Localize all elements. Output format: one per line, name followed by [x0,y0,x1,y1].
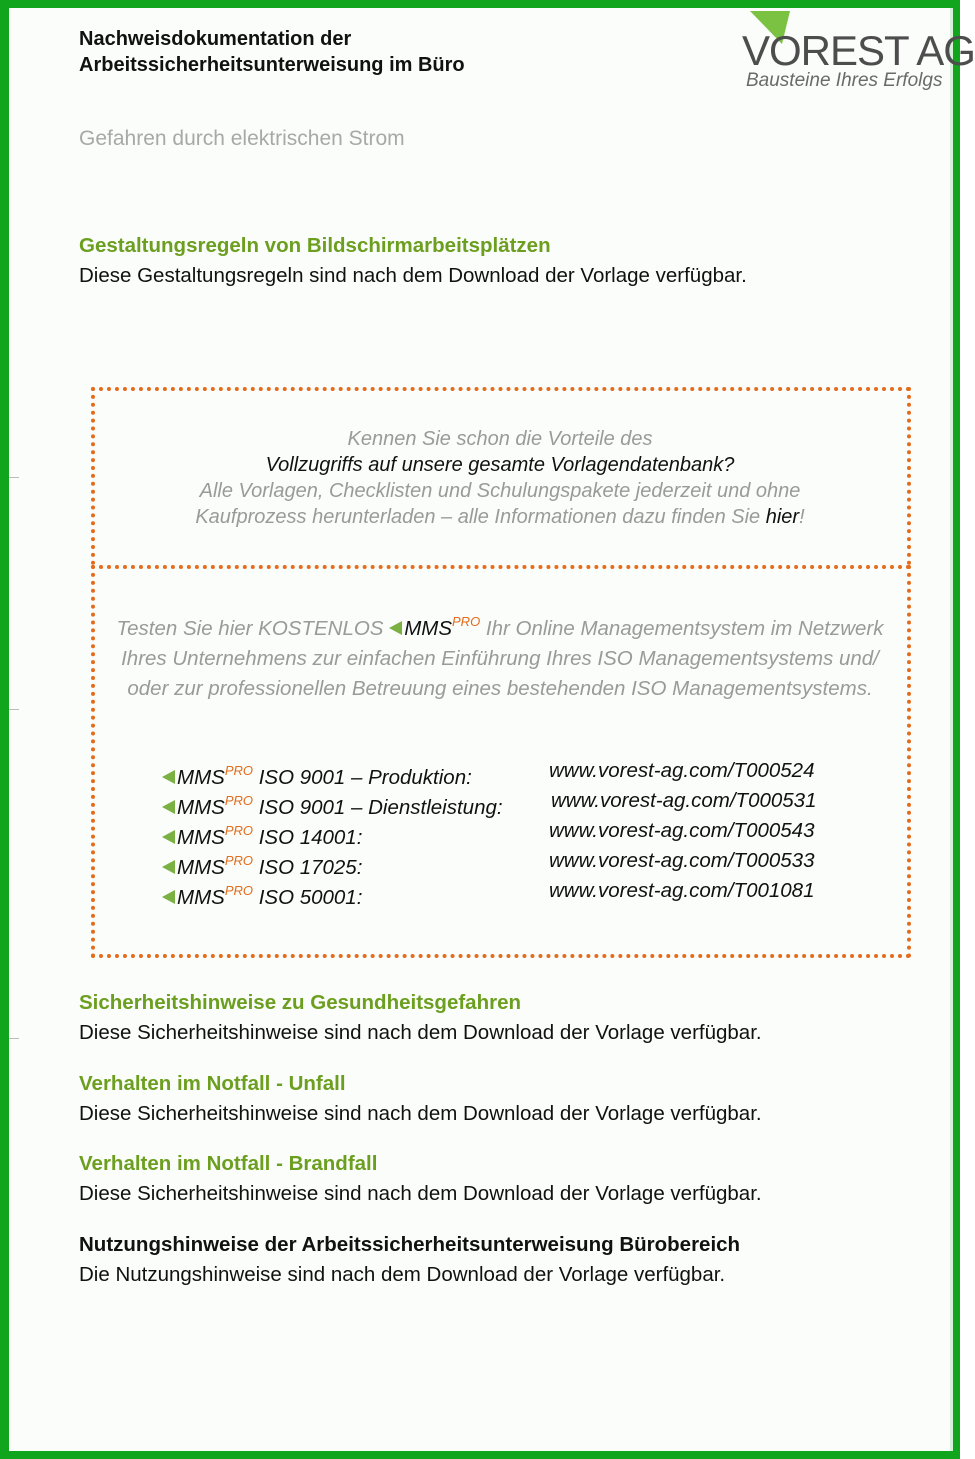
mms-arrow-icon [162,830,175,844]
section-gesundheit [79,990,919,1046]
margin-tick [9,709,19,710]
section-gestaltung [79,233,919,289]
section-heading: Sicherheitshinweise zu Gesundheitsgefahren [79,991,522,1014]
mms-link-label: ISO 9001 – Produktion: [253,766,472,789]
section-unfall [79,1071,919,1127]
document-title [79,26,465,78]
mms-brand: MMS [177,856,225,879]
mms-link-row[interactable] [162,756,862,789]
document-subtitle: Gefahren durch elektrischen Strom [79,127,405,150]
mms-link-label: ISO 9001 – Dienstleistung: [253,796,503,819]
mms-link-url[interactable]: www.vorest-ag.com/T000543 [549,819,815,842]
mms-arrow-icon [162,800,175,814]
mms-pro-badge: PRO [224,793,253,808]
hier-link[interactable]: hier [765,506,800,528]
promo-line-4 [110,504,890,530]
mms-pro-badge: PRO [224,883,253,898]
mms-brand: MMS [177,826,225,849]
promo-line-2: Vollzugriffs auf unsere gesamte Vorlagendatenbank? [265,454,735,476]
mms-brand: MMS [177,886,225,909]
mms-brand: MMS [404,617,453,640]
mms-pro-badge: PRO [452,614,481,629]
mms-brand: MMS [177,766,225,789]
section-nutzung [79,1232,919,1288]
mms-link-label: ISO 50001: [253,886,363,909]
margin-tick [9,477,19,478]
mms-link-row[interactable] [162,876,862,909]
promo-mms [110,607,890,704]
logo-wordmark: VOREST AG [742,27,975,74]
section-heading: Gestaltungsregeln von Bildschirmarbeitsplätzen [79,234,551,257]
section-text: Diese Gestaltungsregeln sind nach dem Download der Vorlage verfügbar. [79,264,747,287]
section-heading: Verhalten im Notfall - Unfall [79,1072,346,1095]
promo-vollzugriff [110,426,890,530]
mms-brand: MMS [177,796,225,819]
mms-link-url[interactable]: www.vorest-ag.com/T000533 [549,849,815,872]
mms-arrow-icon [162,890,175,904]
promo-mms-pre: Testen Sie hier KOSTENLOS [116,617,390,640]
mms-link-row[interactable] [162,816,862,849]
promo-mms-post: Ihr Online Managementsystem im Netzwerk Ihres Unternehmens zur einfachen Einführung Ihres ISO Managementsystems und/ oder zur professionellen Betreuung eines bestehenden ISO Managementsystems. [121,617,884,700]
logo-tagline: Bausteine Ihres Erfolgs [746,70,943,91]
margin-tick [9,1038,19,1039]
mms-pro-badge: PRO [224,853,253,868]
vorest-logo [738,8,975,98]
mms-pro-badge: PRO [224,763,253,778]
mms-link-row[interactable] [162,846,862,879]
section-heading: Nutzungshinweise der Arbeitssicherheitsunterweisung Bürobereich [79,1233,741,1256]
section-brandfall [79,1151,919,1207]
promo-line-4-text: Kaufprozess herunterladen – alle Informationen dazu finden Sie [195,506,766,528]
mms-link-url[interactable]: www.vorest-ag.com/T001081 [549,879,815,902]
section-heading: Verhalten im Notfall - Brandfall [79,1152,378,1175]
title-line-1: Nachweisdokumentation der [79,28,352,50]
section-text: Diese Sicherheitshinweise sind nach dem Download der Vorlage verfügbar. [79,1182,762,1205]
mms-arrow-icon [389,621,402,635]
section-text: Diese Sicherheitshinweise sind nach dem Download der Vorlage verfügbar. [79,1021,762,1044]
section-text: Diese Sicherheitshinweise sind nach dem Download der Vorlage verfügbar. [79,1102,762,1125]
mms-arrow-icon [162,770,175,784]
mms-link-row[interactable] [162,786,862,819]
mms-pro-badge: PRO [224,823,253,838]
mms-link-url[interactable]: www.vorest-ag.com/T000531 [551,789,817,812]
right-rule [950,8,953,1451]
promo-line-4-end: ! [799,506,805,528]
mms-link-url[interactable]: www.vorest-ag.com/T000524 [549,759,815,782]
title-line-2: Arbeitssicherheitsunterweisung im Büro [79,54,465,76]
section-text: Die Nutzungshinweise sind nach dem Download der Vorlage verfügbar. [79,1263,726,1286]
mms-link-label: ISO 14001: [253,826,363,849]
mms-link-label: ISO 17025: [253,856,363,879]
mms-arrow-icon [162,860,175,874]
promo-line-1: Kennen Sie schon die Vorteile des [347,428,653,450]
promo-line-3: Alle Vorlagen, Checklisten und Schulungspakete jederzeit und ohne [199,480,801,502]
